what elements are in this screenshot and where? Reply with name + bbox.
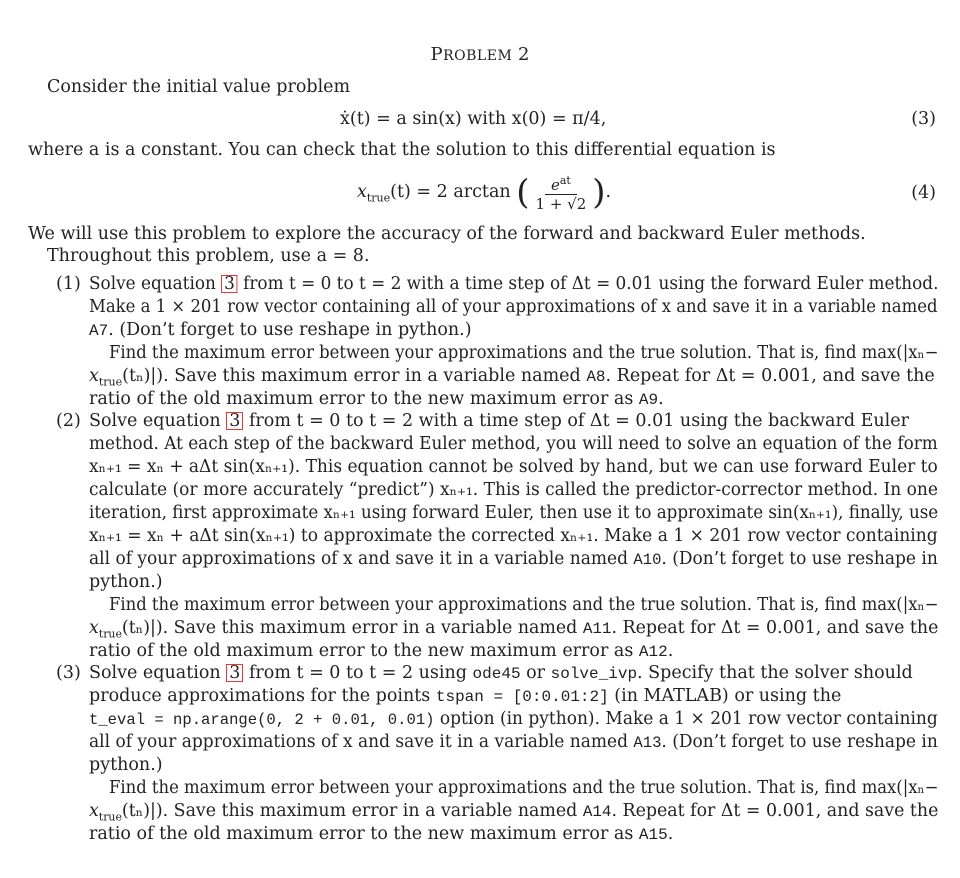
var-a9: A9 [638,391,659,409]
var-a15: A15 [638,826,668,844]
var-a13: A13 [633,734,662,752]
eq4-fraction [532,172,591,213]
eq4-numerator: e [550,176,560,194]
part1-l5-x: x [89,366,99,386]
part2-line11 [89,640,673,663]
part1-l5-sub: true [98,375,123,389]
code-ode45: ode45 [472,665,521,683]
part3-l8-b: . [667,824,674,844]
part2-line1-b: from t = 0 to t = 2 with a time step of Δt = 0.01 using the backward Euler [248,411,909,431]
equation-4: $x_{true}(t) = 2$ arctan ( $\frac{e^{at}}{1 + √2}$ ). [357,172,612,213]
part2-l7-a: all of your approximations of x and save it in a variable named [89,549,628,569]
purpose-line: We will use this problem to explore the accuracy of the forward and backward Euler methods. [28,224,866,244]
part3-line3 [89,708,938,731]
part1-marker: (1) [56,274,81,294]
part2-l11-a: ratio of the old maximum error to the new maximum error as [89,641,634,661]
part3-line6: Find the maximum error between your approximations and the true solution. That is, find max(|xₙ− [109,778,939,798]
part3-line1-a: Solve equation [89,663,221,683]
var-a11: A11 [582,620,612,638]
part3-l4-a: all of your approximations of x and save it in a variable named [89,732,628,752]
part1-line3 [89,319,472,342]
part3-line2 [89,685,841,708]
part3-line5: python.) [89,755,163,775]
part2-line2: method. At each step of the backward Euler method, you will need to solve an equation of the form [89,434,938,454]
var-a14: A14 [582,803,612,821]
eq4-numerator-sup: at [559,174,571,187]
part3-marker: (3) [56,663,81,683]
part2-line7 [89,548,938,571]
var-a10: A10 [633,551,662,569]
part3-l8-a: ratio of the old maximum error to the new maximum error as [89,824,634,844]
part3-l7-sub: true [98,810,122,824]
part1-line1-a: Solve equation [89,274,216,294]
part2-l10-b: (tₙ)|). Save this maximum error in a variable named [121,618,578,638]
part2-l7-b: . (Don’t forget to use reshape in [661,549,938,569]
code-t-eval: t_eval = np.arange(0, 2 + 0.01, 0.01) [89,711,435,729]
equation-3: ẋ(t) = a sin(x) with x(0) = π/4, [340,109,607,129]
code-solve-ivp: solve_ivp [550,665,638,683]
part3-equation-link[interactable]: 3 [226,664,243,682]
part1-line1-b: from t = 0 to t = 2 with a time step of Δt = 0.01 using the forward Euler method. [243,274,939,294]
part2-marker: (2) [56,411,81,431]
part3-line8 [89,823,673,846]
part3-l7-b: (tₙ)|). Save this maximum error in a variable named [121,801,578,821]
var-a7: A7 [89,322,109,340]
eq4-lhs-rest: (t) = 2 arctan [390,182,511,202]
problem-number: 2 [518,44,530,65]
part1-line1 [89,273,938,295]
equation-4-number: (4) [911,183,936,203]
part3-l7-c: . Repeat for Δt = 0.001, and save the [611,801,939,821]
part1-l6-b: . [658,389,664,409]
eq4-end: . [605,182,612,202]
part3-l7-x: x [89,801,99,821]
part3-line1-or: or [526,663,546,683]
part3-l2-b: (in MATLAB) or using the [614,686,842,706]
part2-l11-b: . [667,641,674,661]
part3-line1-c: . Specify that the solver should [637,663,913,683]
constant-line: where a is a constant. You can check that the solution to this differential equation is [28,140,776,160]
eq4-denominator: 1 + √2 [535,195,587,213]
part2-line5: iteration, first approximate xₙ₊₁ using forward Euler, then use it to approximate sin(xₙ₊₁), finally, use [89,503,939,523]
part3-l4-b: . (Don’t forget to use reshape in [661,732,938,752]
part1-l5-b: (tₙ)|). Save this maximum error in a variable named [122,366,581,386]
code-tspan: tspan = [0:0.01:2] [435,688,609,706]
problem-title-prefix: P [430,44,444,65]
part2-line9: Find the maximum error between your approximations and the true solution. That is, find max(|xₙ− [109,595,939,615]
equation-3-number: (3) [911,109,936,129]
intro-text: Consider the initial value problem [47,77,351,97]
part1-line3-rest: . (Don’t forget to use reshape in python.) [108,320,472,340]
part2-l10-sub: true [98,627,122,641]
part1-line6 [89,388,664,411]
problem-title [0,44,960,67]
part2-line4: calculate (or more accurately “predict”) xₙ₊₁. This is called the predictor-corrector method. In one [89,480,938,500]
part2-line1-a: Solve equation [89,411,221,431]
part3-line1-b: from t = 0 to t = 2 using [248,663,467,683]
part3-l3-b: option (in python). Make a 1 × 201 row vector containing [439,709,938,729]
part2-l10-x: x [89,618,99,638]
var-a12: A12 [638,643,668,661]
part1-equation-link[interactable]: 3 [221,275,238,293]
part2-l10-c: . Repeat for Δt = 0.001, and save the [611,618,939,638]
part2-equation-link[interactable]: 3 [226,412,243,430]
eq4-lhs-sub: true [366,191,391,205]
part1-l5-c: . Repeat for Δt = 0.001, and save the [605,366,935,386]
part2-line1 [89,410,909,432]
throughout-line: Throughout this problem, use a = 8. [47,246,370,266]
part3-l2-a: produce approximations for the points [89,686,431,706]
part2-line8: python.) [89,572,163,592]
problem-title-rest: ROBLEM [443,48,513,64]
var-a8: A8 [586,368,606,386]
part1-l6-a: ratio of the old maximum error to the new maximum error as [89,389,634,409]
part2-line3: xₙ₊₁ = xₙ + aΔt sin(xₙ₊₁). This equation cannot be solved by hand, but we can use forward Euler to [89,457,938,477]
part1-line4: Find the maximum error between your approximations and the true solution. That is, find max(|xₙ− [109,343,939,363]
eq4-lhs: x [357,182,367,202]
part3-line4 [89,731,938,754]
part2-line6: xₙ₊₁ = xₙ + aΔt sin(xₙ₊₁) to approximate the corrected xₙ₊₁. Make a 1 × 201 row vector containing [89,526,938,546]
part1-line2: Make a 1 × 201 row vector containing all of your approximations of x and save it in a variable named [89,297,938,317]
part3-line1 [89,662,913,685]
